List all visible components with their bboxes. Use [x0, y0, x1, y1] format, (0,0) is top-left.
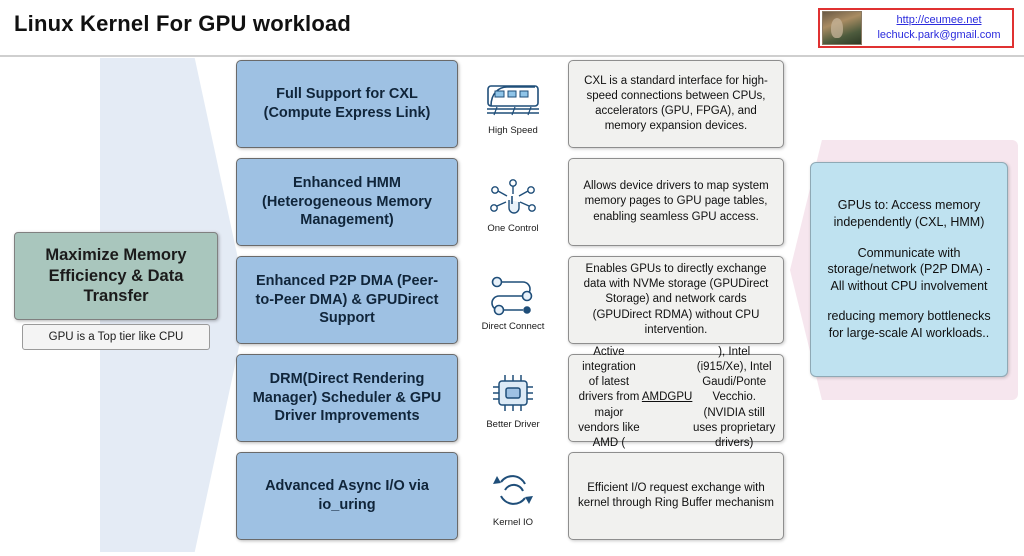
topic-box: Enhanced P2P DMA (Peer-to-Peer DMA) & GPUDirect Support — [236, 256, 458, 344]
icon-cell — [472, 60, 554, 148]
chip-driver-icon — [484, 367, 542, 417]
icon-cell — [472, 256, 554, 344]
icon-cell — [472, 452, 554, 540]
contact-url-link[interactable]: http://ceumee.net — [896, 14, 982, 27]
left-summary-caption: GPU is a Top tier like CPU — [22, 324, 210, 350]
description-box: CXL is a standard interface for high-speed connections between CPUs, accelerators (GPU, FPGA), and memory expansion devices. — [568, 60, 784, 148]
description-underlined: AMDGPU — [641, 391, 693, 404]
outcome-line: reducing memory bottlenecks for large-scale AI workloads.. — [827, 309, 991, 341]
feature-row — [236, 158, 788, 246]
topic-box: Full Support for CXL (Compute Express Link) — [236, 60, 458, 148]
feature-row — [236, 60, 788, 148]
description-box — [568, 345, 784, 449]
topic-box: DRM(Direct Rendering Manager) Scheduler & GPU Driver Improvements — [236, 354, 458, 442]
description-box: Efficient I/O request exchange with kernel through Ring Buffer mechanism — [568, 452, 784, 540]
icon-cell — [472, 354, 554, 442]
outcome-panel — [790, 140, 1018, 400]
icon-cell — [472, 158, 554, 246]
photo-thumbnail-icon — [822, 11, 862, 45]
description-box: Allows device drivers to map system memory pages to GPU page tables, enabling seamless GPU access. — [568, 158, 784, 246]
icon-label: Better Driver — [486, 418, 540, 430]
outcome-line: Communicate with storage/network (P2P DMA) - All without CPU involvement — [827, 245, 991, 293]
topic-box: Enhanced HMM (Heterogeneous Memory Management) — [236, 158, 458, 246]
page-title: Linux Kernel For GPU workload — [14, 11, 352, 36]
description-pre: Active integration of latest drivers from major vendors like AMD ( — [578, 345, 640, 449]
feature-row — [236, 256, 788, 344]
topic-box: Advanced Async I/O via io_uring — [236, 452, 458, 540]
left-summary-box: Maximize Memory Efficiency & Data Transfer — [14, 232, 218, 320]
contact-text — [866, 13, 1012, 43]
outcome-line: GPUs to: Access memory independently (CXL, HMM) — [833, 198, 985, 229]
high-speed-train-icon — [484, 73, 542, 123]
direct-connect-nodes-icon — [484, 269, 542, 319]
contact-card — [818, 8, 1014, 48]
icon-label: Direct Connect — [481, 320, 545, 332]
feature-row — [236, 452, 788, 540]
page-header — [0, 0, 1024, 56]
icon-label: High Speed — [488, 124, 538, 136]
one-control-hand-icon — [484, 171, 542, 221]
outcome-box — [810, 162, 1008, 377]
feature-row — [236, 345, 788, 449]
contact-email[interactable]: lechuck.park@gmail.com — [877, 29, 1001, 41]
header-divider — [0, 55, 1024, 57]
description-box: Enables GPUs to directly exchange data with NVMe storage (GPUDirect Storage) and network cards (GPUDirect RDMA) without CPU intervention. — [568, 256, 784, 344]
kernel-io-loop-icon — [484, 465, 542, 515]
icon-label: One Control — [487, 222, 539, 234]
icon-label: Kernel IO — [492, 516, 534, 528]
description-post: ), Intel (i915/Xe), Intel Gaudi/Ponte Vecchio. (NVIDIA still uses proprietary drivers) — [692, 345, 776, 449]
